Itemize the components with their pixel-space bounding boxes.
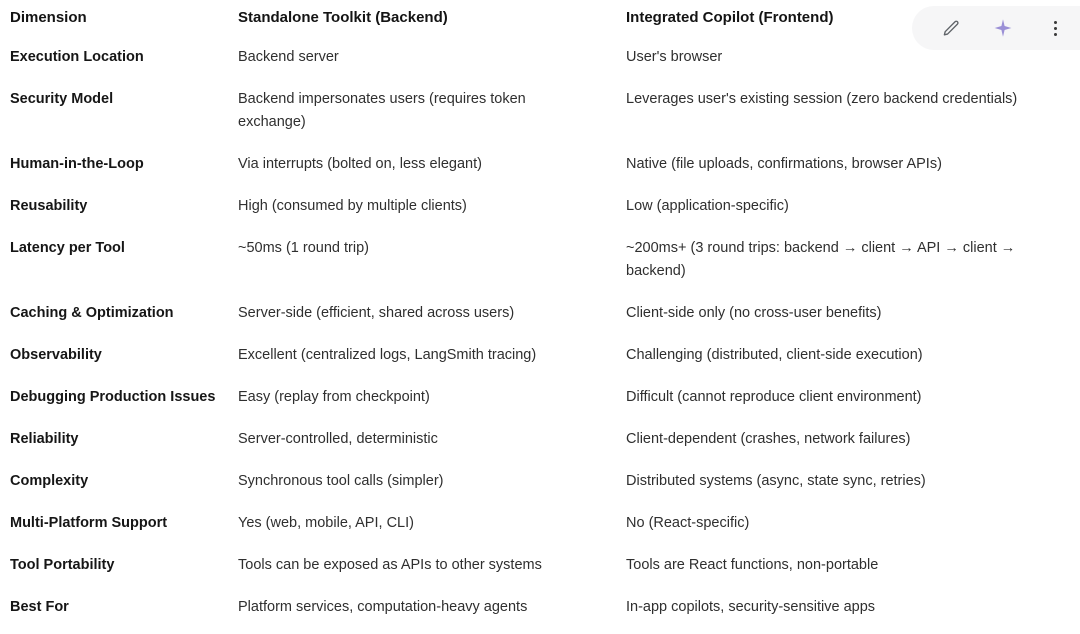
- row-standalone-value: Easy (replay from checkpoint): [238, 389, 430, 405]
- row-standalone-value: Excellent (centralized logs, LangSmith tracing): [238, 347, 537, 363]
- row-standalone-value: Via interrupts (bolted on, less elegant): [238, 156, 482, 172]
- table-row: [0, 550, 1080, 592]
- pencil-icon: [942, 19, 961, 38]
- row-standalone-value: Backend server: [238, 49, 339, 65]
- row-integrated-value: User's browser: [626, 49, 723, 65]
- row-integrated-value: Challenging (distributed, client-side execution): [626, 347, 923, 363]
- row-dimension: Latency per Tool: [10, 240, 125, 256]
- row-integrated-value: Client-dependent (crashes, network failures): [626, 431, 911, 447]
- row-standalone-value: Server-side (efficient, shared across users): [238, 305, 515, 321]
- row-dimension: Reliability: [10, 431, 79, 447]
- row-standalone-value: Tools can be exposed as APIs to other systems: [238, 557, 542, 573]
- row-dimension: Execution Location: [10, 49, 144, 65]
- column-header-standalone-toolkit: Standalone Toolkit (Backend): [238, 9, 448, 26]
- sparkle-icon: [993, 18, 1013, 38]
- row-dimension: Reusability: [10, 198, 88, 214]
- column-header-integrated-copilot: Integrated Copilot (Frontend): [626, 9, 834, 26]
- row-integrated-value: Leverages user's existing session (zero backend credentials): [626, 91, 1018, 107]
- row-dimension: Security Model: [10, 91, 114, 107]
- row-standalone-value: High (consumed by multiple clients): [238, 198, 467, 214]
- table-row: [0, 424, 1080, 466]
- table-row: [0, 149, 1080, 191]
- table-row: [0, 191, 1080, 233]
- row-dimension: Observability: [10, 347, 102, 363]
- table-row: [0, 340, 1080, 382]
- row-dimension: Complexity: [10, 473, 89, 489]
- column-header-dimension: Dimension: [10, 9, 87, 26]
- row-dimension: Tool Portability: [10, 557, 115, 573]
- row-standalone-value: Synchronous tool calls (simpler): [238, 473, 444, 489]
- row-integrated-value: No (React-specific): [626, 515, 750, 531]
- row-integrated-value: Native (file uploads, confirmations, browser APIs): [626, 156, 942, 172]
- ai-sparkle-button[interactable]: [988, 13, 1018, 43]
- table-row: [0, 382, 1080, 424]
- row-integrated-value: Distributed systems (async, state sync, retries): [626, 473, 926, 489]
- row-integrated-value: Difficult (cannot reproduce client environment): [626, 389, 922, 405]
- row-integrated-value: ~200ms+ (3 round trips: backend → client → API → client → backend): [626, 240, 1016, 279]
- kebab-menu-icon: [1054, 18, 1057, 38]
- row-standalone-value: Server-controlled, deterministic: [238, 431, 438, 447]
- table-row: [0, 466, 1080, 508]
- row-dimension: Human-in-the-Loop: [10, 156, 144, 172]
- table-row: [0, 592, 1080, 634]
- table-row: [0, 84, 1080, 149]
- action-toolbar: [912, 6, 1080, 50]
- row-integrated-value: Client-side only (no cross-user benefits): [626, 305, 882, 321]
- row-standalone-value: Platform services, computation-heavy agents: [238, 599, 528, 615]
- more-options-button[interactable]: [1040, 13, 1070, 43]
- table-row: [0, 233, 1080, 298]
- row-dimension: Caching & Optimization: [10, 305, 174, 321]
- row-standalone-value: Backend impersonates users (requires token exchange): [238, 91, 526, 130]
- row-integrated-value: Low (application-specific): [626, 198, 789, 214]
- edit-button[interactable]: [936, 13, 966, 43]
- row-dimension: Debugging Production Issues: [10, 389, 216, 405]
- row-dimension: Best For: [10, 599, 69, 615]
- table-row: [0, 508, 1080, 550]
- table-row: [0, 298, 1080, 340]
- table-body: [0, 44, 1080, 634]
- table-row: [0, 44, 1080, 84]
- row-integrated-value: Tools are React functions, non-portable: [626, 557, 879, 573]
- row-integrated-value: In-app copilots, security-sensitive apps: [626, 599, 876, 615]
- row-dimension: Multi-Platform Support: [10, 515, 168, 531]
- row-standalone-value: ~50ms (1 round trip): [238, 240, 369, 256]
- row-standalone-value: Yes (web, mobile, API, CLI): [238, 515, 414, 531]
